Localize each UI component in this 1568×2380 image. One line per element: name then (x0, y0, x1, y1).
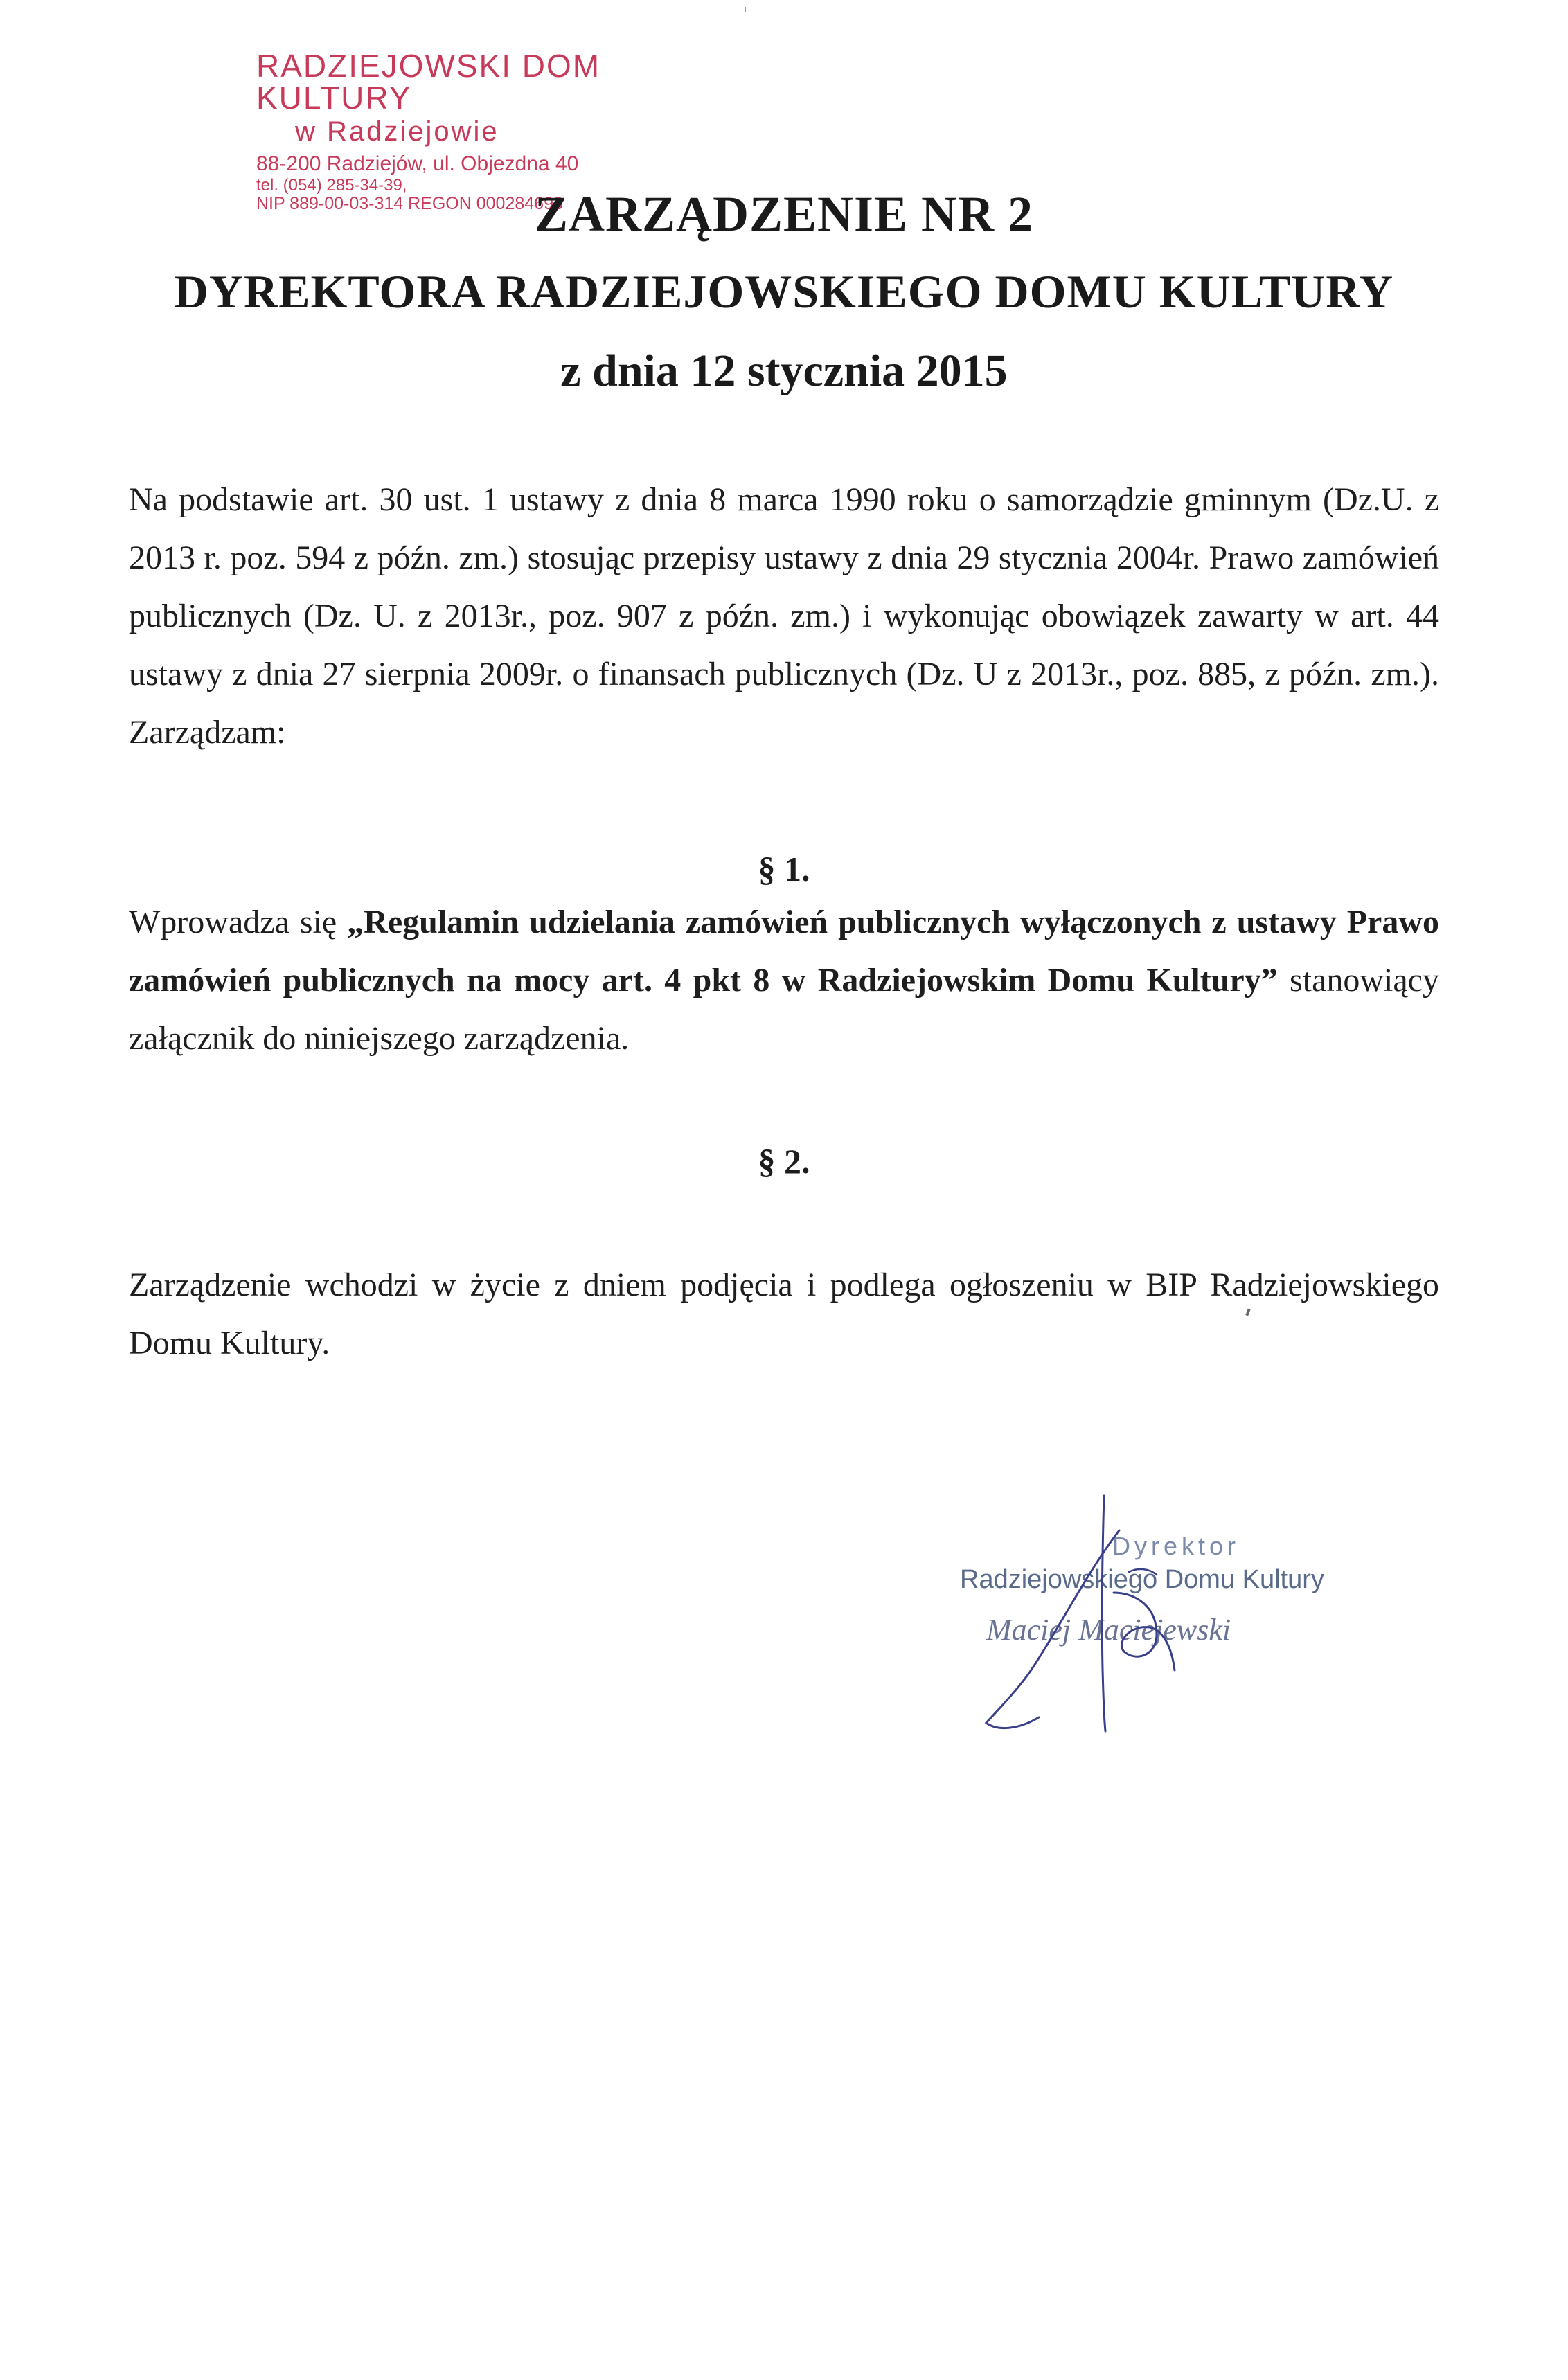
stamp-address: 88-200 Radziejów, ul. Objezdna 40 (256, 152, 579, 175)
section-2-paragraph: Zarządzenie wchodzi w życie z dniem podjęcia i podlega ogłoszeniu w BIP Radziejowskiego Domu Kultury. (129, 1267, 1439, 1361)
document-date: z dnia 12 stycznia 2015 (560, 346, 1008, 396)
section-1-paragraph (129, 893, 1439, 1068)
signature-title: Dyrektor (1112, 1532, 1240, 1560)
scan-mark (745, 7, 746, 12)
document-issuer: DYREKTORA RADZIEJOWSKIEGO DOMU KULTURY (174, 265, 1394, 318)
signature-stamp (956, 1489, 1324, 1752)
regulation-title: „Regulamin udzielania zamówień publicznych wyłączonych z ustawy Prawo zamówień publicznych na mocy art. 4 pkt 8 w Radziejowskim Domu Kultury” (129, 904, 1440, 999)
section-1-mark: § 1. (758, 850, 810, 888)
stamp-phone: tel. (054) 285-34-39, (256, 176, 407, 195)
section-1-lead: Wprowadza się (129, 904, 348, 940)
section-2-mark: § 2. (758, 1142, 810, 1181)
document-title: ZARZĄDZENIE NR 2 (534, 186, 1034, 242)
intro-paragraph: Na podstawie art. 30 ust. 1 ustawy z dnia 8 marca 1990 roku o samorządzie gminnym (Dz.U. z 2013 r. poz. 594 z późn. zm.) stosując przepisy ustawy z dnia 29 stycznia 2004r. Prawo zamówień publicznych (Dz. U. z 2013r., poz. 907 z późn. zm.) i wykonując obowiązek zawarty w art. 44 ustawy z dnia 27 sierpnia 2009r. o finansach publicznych (Dz. U z 2013r., poz. 885, z późn. zm.). Zarządzam: (129, 481, 1439, 751)
stamp-city: w Radziejowie (295, 116, 499, 147)
signature-organization: Radziejowskiego Domu Kultury (960, 1565, 1324, 1594)
signature-name: Maciej Maciejewski (986, 1613, 1231, 1647)
stamp-nip-regon: NIP 889-00-03-314 REGON 000284693 (256, 194, 563, 213)
section-1-tail: stanowiący załącznik do niniejszego zarządzenia. (129, 962, 1439, 1057)
stamp-name: RADZIEJOWSKI DOM KULTURY (256, 48, 601, 116)
handwritten-signature (956, 1489, 1302, 1752)
